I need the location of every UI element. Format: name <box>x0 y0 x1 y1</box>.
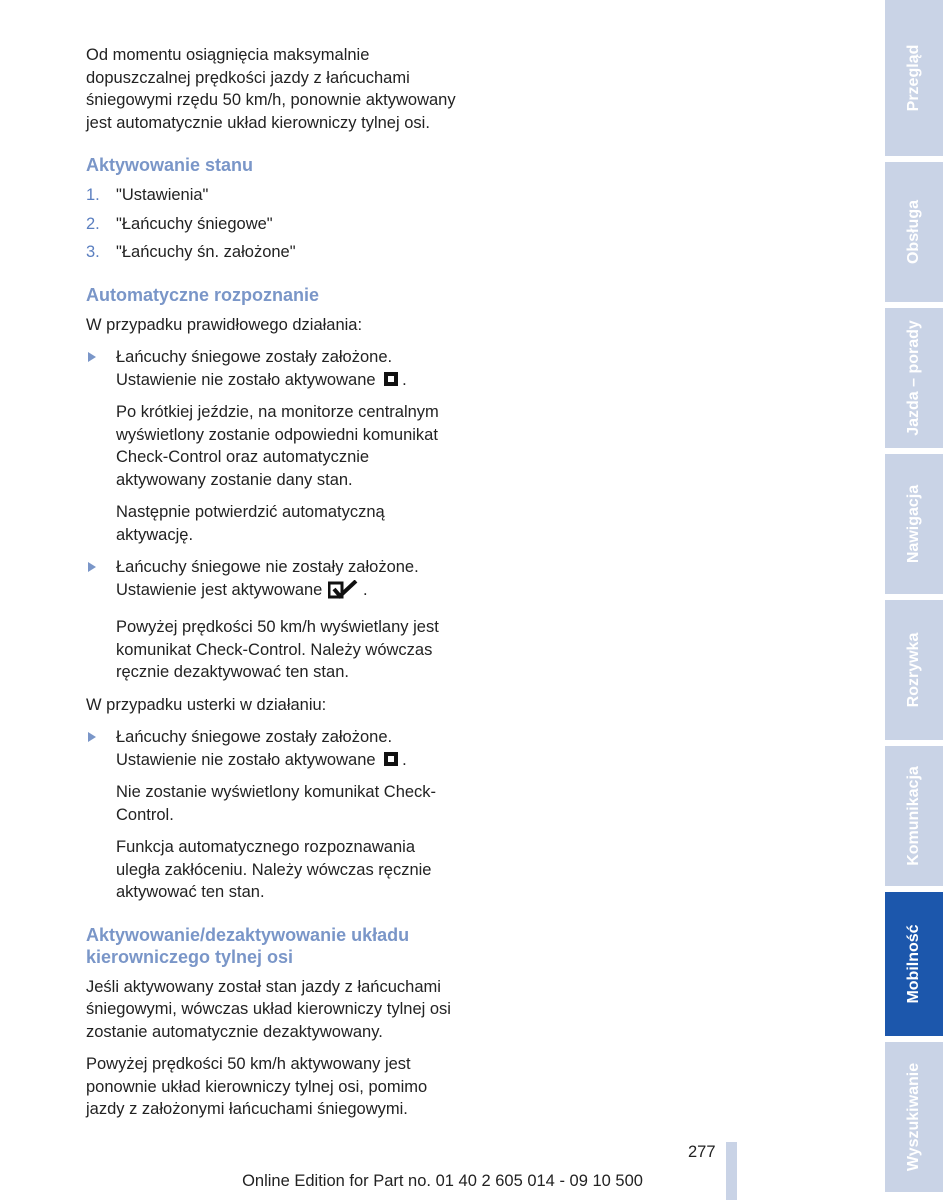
bullet-detail: Po krótkiej jeździe, na monitorze centralnym wyświetlony zostanie odpowiedni komunikat Check-Control oraz automatycznie aktywowany zostanie dany stan. <box>116 403 439 489</box>
triangle-bullet-icon <box>88 352 96 362</box>
step-item <box>86 213 458 236</box>
tab-label: Komunikacja <box>905 766 922 866</box>
tab-komunikacja[interactable] <box>885 746 943 886</box>
step-text: "Łańcuchy śn. założone" <box>116 243 296 261</box>
activation-steps <box>86 184 458 264</box>
tab-mobilnosc[interactable] <box>885 892 943 1036</box>
tab-label: Przegląd <box>905 44 922 112</box>
bullet-tail: . <box>362 580 368 599</box>
triangle-bullet-icon <box>88 732 96 742</box>
page-marker <box>726 1142 737 1200</box>
footer-edition: Online Edition for Part no. 01 40 2 605 014 - 09 10 500 <box>242 1172 643 1190</box>
tab-label: Jazda – porady <box>905 320 922 436</box>
tab-nawigacja[interactable] <box>885 454 943 594</box>
tab-label: Mobilność <box>905 924 922 1004</box>
bullet-detail: Następnie potwierdzić automatyczną aktywację. <box>116 503 385 544</box>
checked-box-icon <box>328 580 358 607</box>
rear-axle-paragraph: Jeśli aktywowany został stan jazdy z łańcuchami śniegowymi, wówczas układ kierowniczy tylnej osi zostanie automatycznie dezaktywowany. <box>86 977 451 1041</box>
bullet-tail: . <box>402 370 407 389</box>
tab-label: Obsługa <box>905 199 922 265</box>
bullet-detail: Funkcja automatycznego rozpoznawania uległa zakłóceniu. Należy wówczas ręcznie aktywować ten stan. <box>116 838 432 901</box>
correct-operation-intro: W przypadku prawidłowego działania: <box>86 315 363 334</box>
bullet-detail: Nie zostanie wyświetlony komunikat Check-Control. <box>116 783 437 824</box>
tab-rozrywka[interactable] <box>885 600 943 740</box>
step-item <box>86 184 458 207</box>
tab-label: Rozrywka <box>905 632 922 708</box>
bullet-item <box>86 556 458 684</box>
step-number: 1. <box>86 186 100 204</box>
section-heading-rear-axle: Aktywowanie/dezaktywowanie układu kierowniczego tylnej osi <box>86 924 410 967</box>
bullet-text: Łańcuchy śniegowe nie zostały założone. Ustawienie jest aktywowane <box>116 558 419 599</box>
tab-label: Wyszukiwanie <box>905 1062 922 1172</box>
step-text: "Ustawienia" <box>116 186 209 204</box>
section-heading-activation: Aktywowanie stanu <box>86 155 254 175</box>
tab-label: Nawigacja <box>905 484 922 564</box>
bullet-text: Łańcuchy śniegowe zostały założone. Ustawienie nie zostało aktywowane <box>116 728 393 769</box>
tab-jazda-porady[interactable] <box>885 308 943 448</box>
page-number: 277 <box>688 1143 716 1161</box>
chapter-sidebar <box>885 0 943 1200</box>
empty-box-icon <box>384 752 398 766</box>
fault-operation-intro: W przypadku usterki w działaniu: <box>86 695 327 714</box>
empty-box-icon <box>384 372 398 386</box>
step-number: 2. <box>86 214 100 233</box>
tab-obsluga[interactable] <box>885 162 943 302</box>
step-number: 3. <box>86 243 100 261</box>
bullet-item <box>86 346 458 546</box>
triangle-bullet-icon <box>88 562 96 572</box>
section-heading-auto-detection: Automatyczne rozpoznanie <box>86 284 320 305</box>
main-content <box>86 44 458 1131</box>
intro-paragraph: Od momentu osiągnięcia maksymalnie dopuszczalnej prędkości jazdy z łańcuchami śniegowymi rzędu 50 km/h, ponownie aktywowany jest automatycznie układ kierowniczy tylnej osi. <box>86 46 456 132</box>
tab-przeglad[interactable] <box>885 0 943 156</box>
step-text: "Łańcuchy śniegowe" <box>116 214 273 233</box>
bullet-item <box>86 726 458 904</box>
step-item <box>86 241 458 264</box>
bullet-tail: . <box>402 750 407 769</box>
tab-wyszukiwanie[interactable] <box>885 1042 943 1192</box>
rear-axle-paragraph: Powyżej prędkości 50 km/h aktywowany jest ponownie układ kierowniczy tylnej osi, pomimo jazdy z założonymi łańcuchami śniegowymi. <box>86 1055 428 1118</box>
bullet-text: Łańcuchy śniegowe zostały założone. Ustawienie nie zostało aktywowane <box>116 348 393 389</box>
bullet-detail: Powyżej prędkości 50 km/h wyświetlany jest komunikat Check-Control. Należy wówczas ręcznie dezaktywować ten stan. <box>116 618 439 681</box>
